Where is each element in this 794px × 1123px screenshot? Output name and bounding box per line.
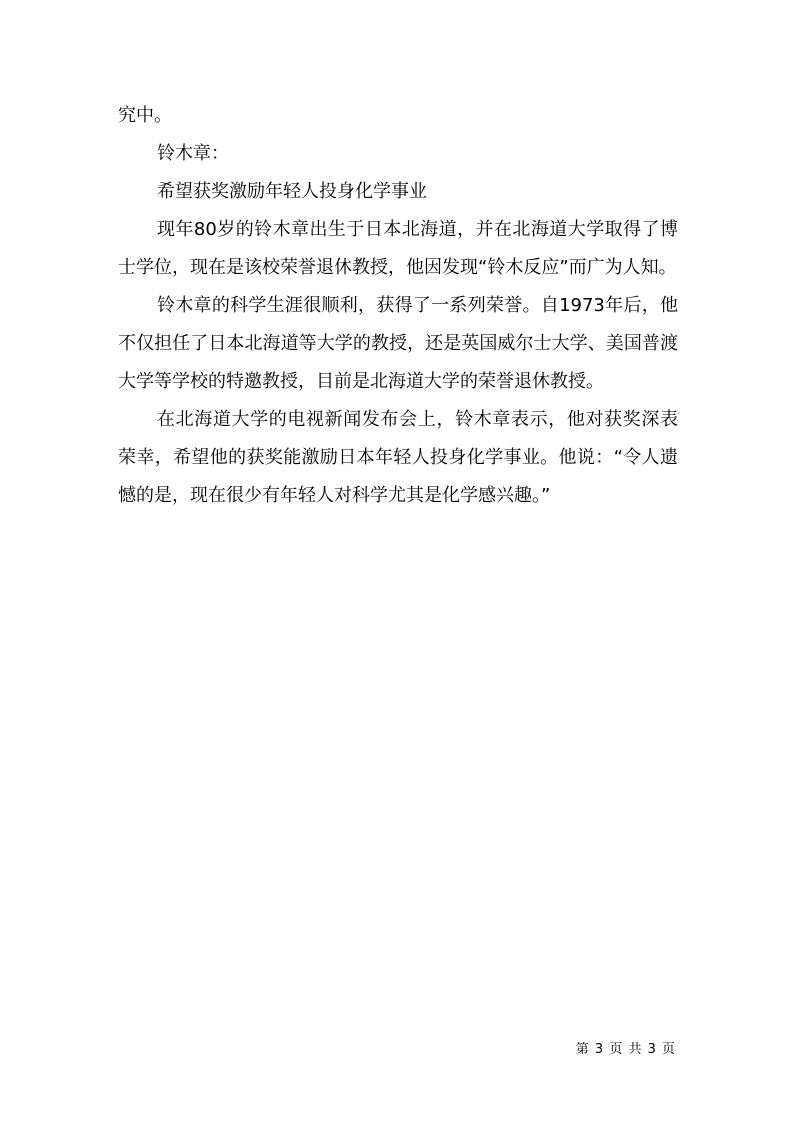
- paragraph-biography: 现年80岁的铃木章出生于日本北海道，并在北海道大学取得了博士学位，现在是该校荣誉退休教授，他因发现“铃木反应”而广为人知。: [118, 219, 678, 278]
- section-subheading: 希望获奖激励年轻人投身化学事业: [157, 181, 427, 202]
- page-number-footer: 第 3 页 共 3 页: [575, 1042, 676, 1057]
- document-body: [118, 97, 678, 515]
- section-speaker-heading: 铃木章：: [157, 143, 229, 164]
- paragraph-continuation: 究中。: [118, 105, 172, 126]
- paragraph-press-conference: 在北海道大学的电视新闻发布会上，铃木章表示，他对获奖深表荣幸，希望他的获奖能激励日本年轻人投身化学事业。他说：“令人遗憾的是，现在很少有年轻人对科学尤其是化学感兴趣。”: [118, 409, 678, 506]
- paragraph-career: 铃木章的科学生涯很顺利，获得了一系列荣誉。自1973年后，他不仅担任了日本北海道等大学的教授，还是英国威尔士大学、美国普渡大学等学校的特邀教授，目前是北海道大学的荣誉退休教授。: [118, 295, 678, 392]
